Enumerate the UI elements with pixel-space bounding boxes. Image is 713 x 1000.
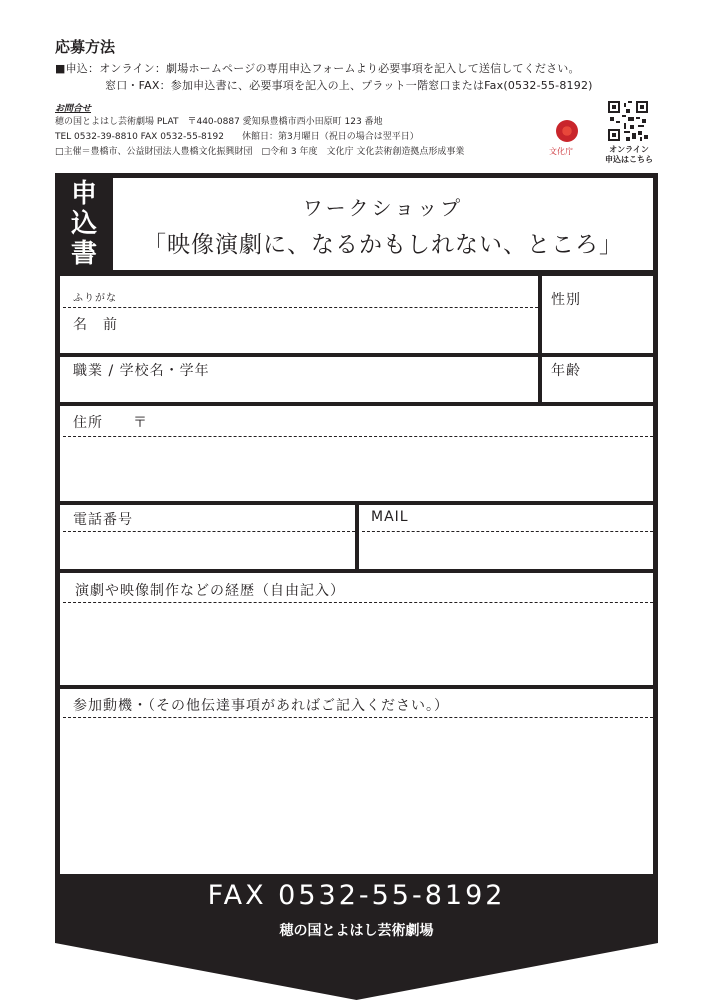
phone-label: 電話番号 [73, 512, 133, 528]
row-divider [55, 402, 658, 406]
qr-caption-line2: 申込はこちら [605, 155, 653, 164]
row-divider [55, 685, 658, 689]
row-divider [55, 569, 658, 573]
furigana-divider [63, 307, 538, 308]
form-tab-char: 込 [70, 209, 97, 239]
contact-phone: TEL 0532-39-8810 FAX 0532-55-8192 休館日：第3月曜日（祝日の場合は翌平日） [55, 132, 419, 142]
form-tab-char: 書 [70, 239, 97, 269]
event-type: ワークショップ [302, 196, 464, 220]
gender-label: 性別 [551, 292, 581, 308]
bunkacho-logo-text: 文化庁 [549, 147, 573, 156]
mail-field[interactable] [362, 507, 653, 569]
phone-field[interactable] [63, 507, 355, 569]
furigana-field[interactable] [63, 287, 538, 306]
address-label: 住所 〒 [73, 415, 148, 431]
motivation-field[interactable] [63, 692, 653, 874]
furigana-label: ふりがな [73, 293, 117, 304]
apply-online-line: ■申込：オンライン：劇場ホームページの専用申込フォームより必要事項を記入して送信してください。 [55, 62, 580, 75]
section-title: 応募方法 [55, 38, 116, 56]
theater-name: 穂の国とよはし芸術劇場 [279, 923, 434, 939]
column-divider [355, 501, 359, 571]
address-field[interactable] [63, 408, 653, 500]
age-label: 年齢 [551, 363, 581, 379]
form-tab-label [55, 173, 113, 276]
age-field[interactable] [542, 358, 653, 402]
event-title-box [113, 178, 653, 270]
occupation-label: 職業 / 学校名・学年 [73, 363, 210, 379]
occupation-field[interactable] [63, 358, 538, 402]
bunkacho-logo-icon [556, 120, 578, 142]
contact-title: お問合せ [55, 104, 92, 114]
qr-caption-line1: オンライン [609, 145, 649, 154]
event-title: 「映像演劇に、なるかもしれない、ところ」 [143, 232, 623, 258]
name-field[interactable] [63, 310, 538, 352]
experience-label: 演劇や映像制作などの経歴（自由記入） [75, 583, 345, 599]
motivation-label: 参加動機・（その他伝達事項があればご記入ください。） [73, 698, 449, 714]
contact-address: 穂の国とよはし芸術劇場 PLAT 〒440-0887 愛知県豊橋市西小田原町 123 番地 [55, 117, 383, 127]
apply-fax-line: 窓口・FAX：参加申込書に、必要事項を記入の上、プラット一階窓口またはFax(0532-55-8192) [105, 79, 593, 92]
form-tab-char: 申 [70, 179, 97, 209]
row-divider [55, 353, 658, 357]
qr-code-icon[interactable] [608, 101, 648, 141]
experience-field[interactable] [63, 576, 653, 684]
name-label: 名 前 [73, 317, 118, 333]
qr-caption [594, 145, 664, 165]
mail-label: MAIL [371, 509, 409, 525]
gender-field[interactable] [542, 278, 653, 353]
contact-organizers: □主催＝豊橋市、公益財団法人豊橋文化振興財団 □令和 3 年度 文化庁 文化芸術創造拠点形成事業 [55, 147, 465, 157]
fax-number: FAX 0532-55-8192 [207, 880, 506, 911]
